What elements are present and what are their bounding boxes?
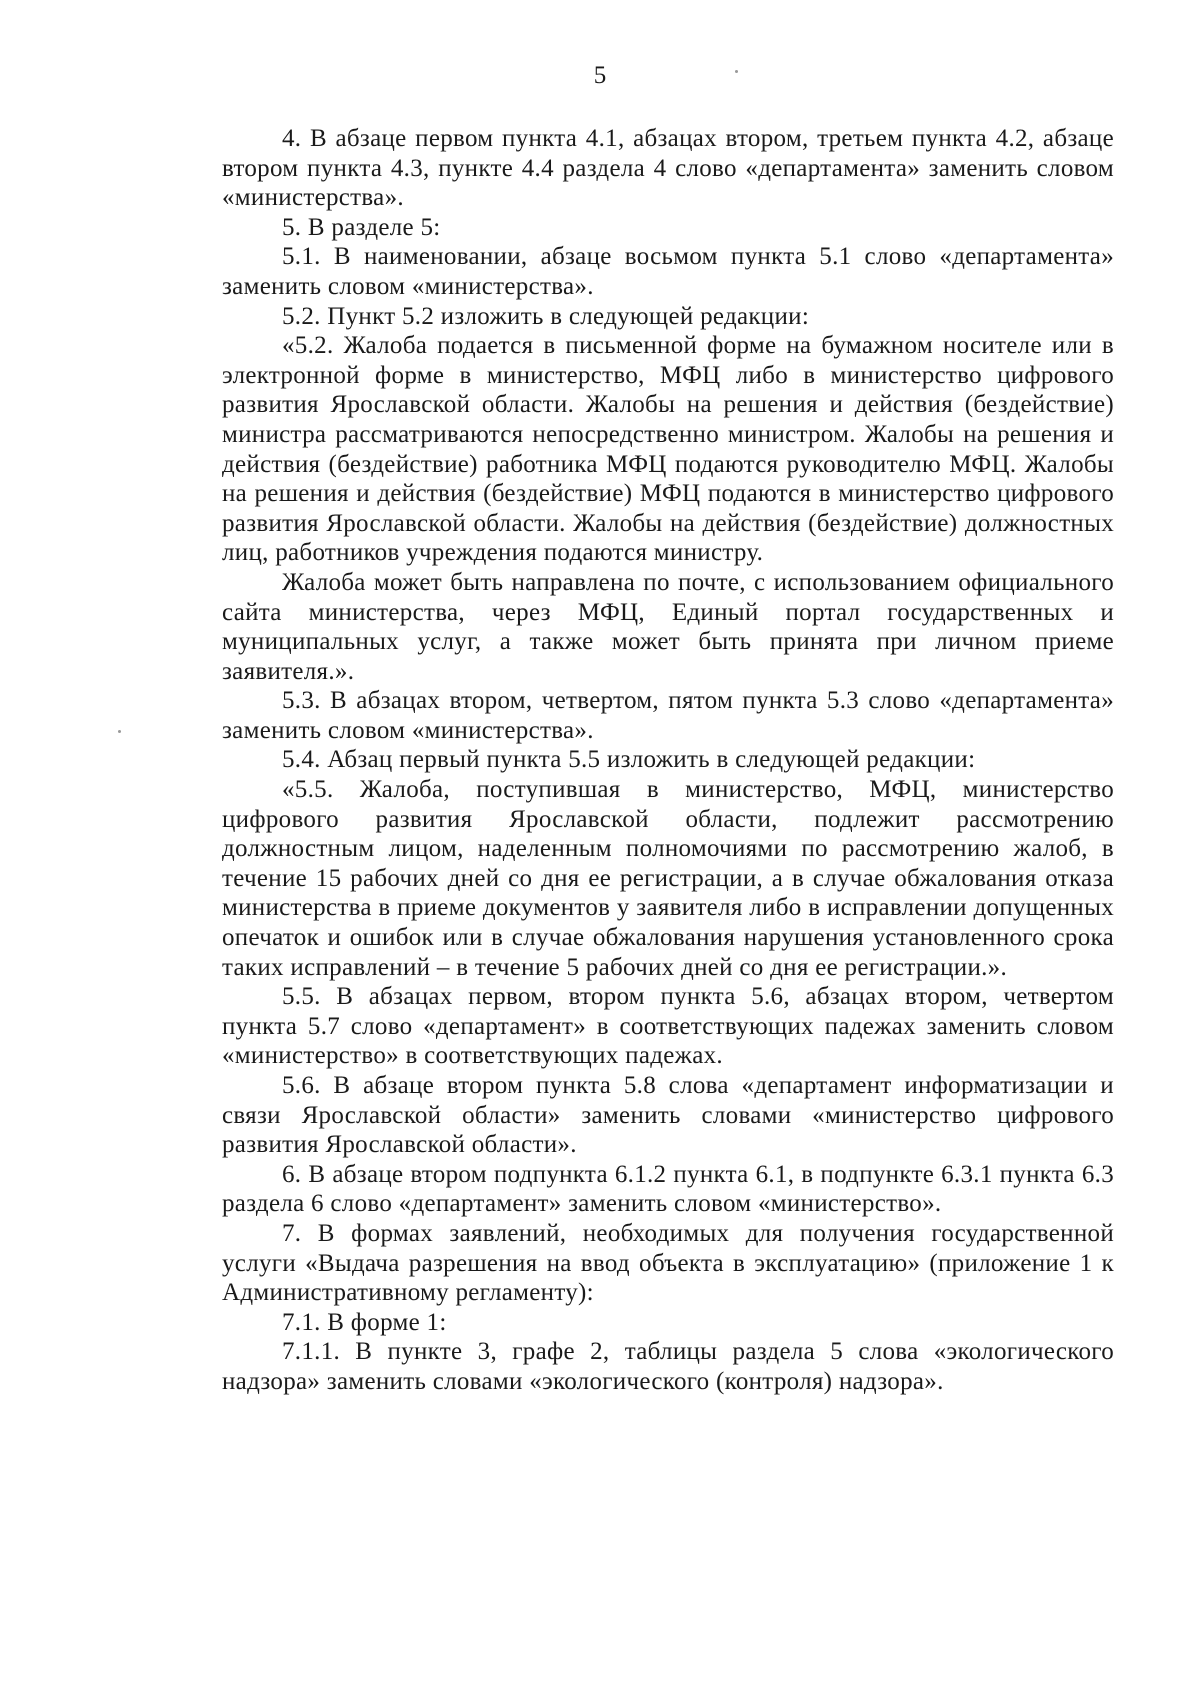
paragraph-5-5: 5.5. В абзацах первом, втором пункта 5.6, абзацах втором, четвертом пункта 5.7 слово «департамент» в соответствующих падежах заменить словом «министерство» в соответствующих падежах. (222, 983, 1114, 1070)
paragraph-7-1-1: 7.1.1. В пункте 3, графе 2, таблицы раздела 5 слова «экологического надзора» заменить словами «экологического (контроля) надзора». (222, 1338, 1114, 1395)
paragraph-5-1: 5.1. В наименовании, абзаце восьмом пункта 5.1 слово «департамента» заменить словом «министерства». (222, 243, 1114, 300)
paragraph-5-6: 5.6. В абзаце втором пункта 5.8 слова «департамент информатизации и связи Ярославской области» заменить словами «министерство цифрового развития Ярославской области». (222, 1072, 1114, 1159)
paragraph-5-5-quote: «5.5. Жалоба, поступившая в министерство, МФЦ, министерство цифрового развития Ярославской области, подлежит рассмотрению должностным лицом, наделенным полномочиями по рассмотрению жалоб, в течение 15 рабочих дней со дня ее регистрации, а в случае обжалования отказа министерства в приеме документов у заявителя либо в исправлении допущенных опечаток и ошибок или в случае обжалования нарушения установленного срока таких исправлений – в течение 5 рабочих дней со дня ее регистрации.». (222, 776, 1114, 981)
scan-speck (118, 730, 121, 733)
paragraph-5-3: 5.3. В абзацах втором, четвертом, пятом пункта 5.3 слово «департамента» заменить словом «министерства». (222, 687, 1114, 744)
paragraph-7-1: 7.1. В форме 1: (282, 1308, 447, 1336)
paragraph-item-4: 4. В абзаце первом пункта 4.1, абзацах втором, третьем пункта 4.2, абзаце втором пункта 4.3, пункте 4.4 раздела 4 слово «департамента» заменить словом «министерства». (222, 125, 1114, 212)
paragraph-5-4: 5.4. Абзац первый пункта 5.5 изложить в следующей редакции: (282, 746, 976, 774)
scan-speck (735, 70, 738, 73)
page-number: 5 (593, 62, 607, 89)
paragraph-5-2: 5.2. Пункт 5.2 изложить в следующей редакции: (282, 302, 810, 330)
paragraph-item-7: 7. В формах заявлений, необходимых для получения государственной услуги «Выдача разрешения на ввод объекта в эксплуатацию» (приложение 1 к Административному регламенту): (222, 1219, 1114, 1307)
paragraph-item-6: 6. В абзаце втором подпункта 6.1.2 пункта 6.1, в подпункте 6.3.1 пункта 6.3 раздела 6 слово «департамент» заменить словом «министерство». (222, 1160, 1114, 1218)
paragraph-5-2-quote-cont: Жалоба может быть направлена по почте, с использованием официального сайта министерства, через МФЦ, Единый портал государственных и муниципальных услуг, а также может быть принята при личном приеме заявителя.». (222, 568, 1114, 685)
paragraph-section-5: 5. В разделе 5: (282, 213, 441, 241)
paragraph-5-2-quote: «5.2. Жалоба подается в письменной форме на бумажном носителе или в электронной форме в министерство, МФЦ либо в министерство цифрового развития Ярославской области. Жалобы на решения и действия (бездействие) министра рассматриваются непосредственно министром. Жалобы на решения и действия (бездействие) работника МФЦ подаются руководителю МФЦ. Жалобы на решения и действия (бездействие) МФЦ подаются в министерство цифрового развития Ярославской области. Жалобы на действия (бездействие) должностных лиц, работников учреждения подаются министру. (222, 332, 1114, 567)
document-body (222, 124, 1114, 1397)
